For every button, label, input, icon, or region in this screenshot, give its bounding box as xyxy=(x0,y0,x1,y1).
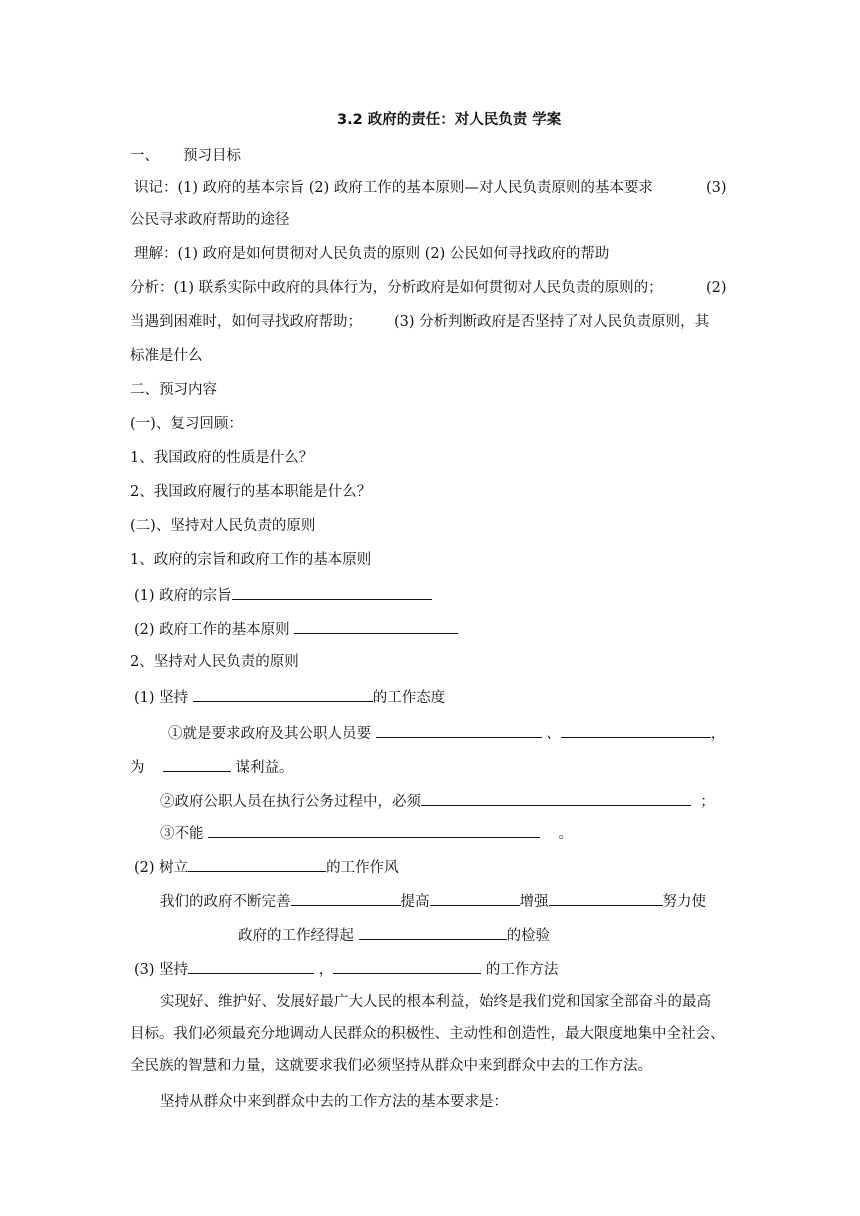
paragraph-1-line-1: 实现好、维护好、发展好最广大人民的根本利益，始终是我们党和国家全部奋斗的最高 xyxy=(160,994,711,1010)
fill-blank[interactable] xyxy=(188,856,326,872)
fill-blank[interactable] xyxy=(359,924,507,940)
review-heading: (一)、复习回顾： xyxy=(130,416,243,432)
fill-blank[interactable] xyxy=(291,890,401,906)
point-2-2 xyxy=(134,856,399,878)
work-style-text-d: 努力使 xyxy=(662,894,706,910)
review-question-2: 2、我国政府履行的基本职能是什么？ xyxy=(130,484,372,500)
clause-2-end: ； xyxy=(700,794,715,810)
subsection-2-heading: (二)、坚持对人民负责的原则 xyxy=(130,518,316,534)
work-style-line-1 xyxy=(160,890,706,912)
fill-blank[interactable] xyxy=(430,890,520,906)
goal-analyze-line-2: 当遇到困难时，如何寻找政府帮助； xyxy=(130,314,362,330)
fill-blank[interactable] xyxy=(421,790,691,806)
work-style-text-f: 的检验 xyxy=(506,928,551,944)
point-2-heading: 2、坚持对人民负责的原则 xyxy=(130,654,299,670)
point-2-3 xyxy=(134,958,558,980)
clause-1-text: ①就是要求政府及其公职人员要 xyxy=(168,726,371,742)
clause-2-text: ②政府公职人员在执行公务过程中，必须 xyxy=(160,794,421,810)
section-2-heading: 二、预习内容 xyxy=(130,382,217,398)
fill-blank[interactable] xyxy=(163,756,231,772)
work-style-line-2 xyxy=(238,924,550,946)
section-1-heading: 预习目标 xyxy=(183,148,241,164)
fill-blank[interactable] xyxy=(208,822,540,838)
work-style-text-e: 政府的工作经得起 xyxy=(238,928,354,944)
clause-2 xyxy=(160,790,715,812)
review-question-1: 1、我国政府的性质是什么？ xyxy=(130,450,314,466)
point-1a-label: (1) 政府的宗旨 xyxy=(134,588,232,604)
goal-recall-line-1: 识记：(1) 政府的基本宗旨 (2) 政府工作的基本原则—对人民负责原则的基本要求 xyxy=(134,180,653,196)
point-2-1-label: (1) 坚持 xyxy=(134,690,189,706)
point-2-3-suffix: 的工作方法 xyxy=(485,962,559,978)
section-1-number: 一、 xyxy=(130,148,159,164)
clause-1b-suffix: 谋利益。 xyxy=(235,760,294,776)
clause-1b xyxy=(130,756,294,778)
goal-analyze-line-1: 分析：(1) 联系实际中政府的具体行为，分析政府是如何贯彻对人民负责的原则的； xyxy=(130,280,663,296)
clause-3-text: ③不能 xyxy=(160,826,204,842)
point-1-heading: 1、政府的宗旨和政府工作的基本原则 xyxy=(130,552,372,568)
goal-analyze-line-3: 标准是什么 xyxy=(130,348,203,364)
point-2-3-label: (3) 坚持 xyxy=(134,962,189,978)
clause-1-end: ， xyxy=(710,726,726,742)
goal-analyze-line-2-tail: (3) 分析判断政府是否坚持了对人民负责原则，其 xyxy=(394,314,710,330)
fill-blank[interactable] xyxy=(193,686,373,702)
point-1b xyxy=(134,618,458,640)
fill-blank[interactable] xyxy=(561,722,711,738)
paragraph-2: 坚持从群众中来到群众中去的工作方法的基本要求是： xyxy=(160,1094,508,1110)
goal-recall-line-1-tail: (3) xyxy=(706,180,727,196)
paragraph-1-line-3: 全民族的智慧和力量，这就要求我们必须坚持从群众中来到群众中去的工作方法。 xyxy=(130,1058,652,1074)
point-1a xyxy=(134,584,432,606)
point-2-3-sep: ， xyxy=(318,962,334,978)
clause-1-sep: 、 xyxy=(546,726,561,742)
fill-blank[interactable] xyxy=(376,722,542,738)
point-2-2-label: (2) 树立 xyxy=(134,860,189,876)
point-2-1 xyxy=(134,686,445,708)
fill-blank[interactable] xyxy=(188,958,314,974)
fill-blank[interactable] xyxy=(333,958,481,974)
clause-3 xyxy=(160,822,573,844)
page-title: 3.2 政府的责任：对人民负责 学案 xyxy=(337,112,562,128)
point-1b-label: (2) 政府工作的基本原则 xyxy=(134,622,290,638)
work-style-text-a: 我们的政府不断完善 xyxy=(160,894,291,910)
work-style-text-c: 增强 xyxy=(519,894,549,910)
work-style-text-b: 提高 xyxy=(400,894,430,910)
clause-1 xyxy=(168,722,725,744)
point-2-1-suffix: 的工作态度 xyxy=(372,690,446,706)
fill-blank[interactable] xyxy=(232,584,432,600)
point-2-2-suffix: 的工作作风 xyxy=(326,860,399,876)
goal-recall-line-2: 公民寻求政府帮助的途径 xyxy=(130,212,290,228)
goal-analyze-line-1-tail: (2) xyxy=(706,280,727,296)
paragraph-1-line-2: 目标。我们必须最充分地调动人民群众的积极性、主动性和创造性，最大限度地集中全社会、 xyxy=(130,1026,725,1042)
clause-1b-prefix: 为 xyxy=(130,760,145,776)
fill-blank[interactable] xyxy=(549,890,663,906)
goal-understand: 理解：(1) 政府是如何贯彻对人民负责的原则 (2) 公民如何寻找政府的帮助 xyxy=(134,246,610,262)
clause-3-end: 。 xyxy=(558,826,574,842)
fill-blank[interactable] xyxy=(294,618,458,634)
